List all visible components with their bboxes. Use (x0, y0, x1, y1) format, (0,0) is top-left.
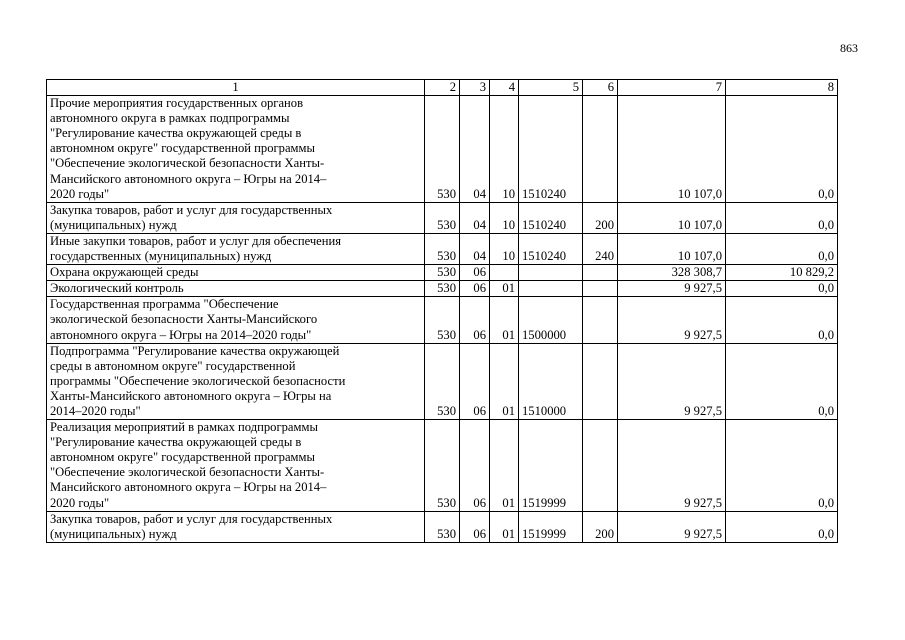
row-name-cell: Реализация мероприятий в рамках подпрограммы "Регулирование качества окружающей среды в автономном округе" государственной программы "Обеспечение экологической безопасности Ханты- Мансийского автономного округа – Югры на 2014– 2020 годы" (47, 420, 425, 512)
table-row (47, 343, 838, 419)
admin-code-cell: 530 (425, 297, 460, 343)
section-cell: 06 (460, 420, 490, 512)
subsection-cell: 01 (490, 420, 519, 512)
table-row (47, 420, 838, 512)
subsection-cell: 01 (490, 343, 519, 419)
amount-subvention-cell: 0,0 (726, 511, 838, 542)
target-article-cell: 1510240 (519, 202, 583, 233)
expense-type-cell (583, 265, 618, 281)
target-article-cell: 1519999 (519, 511, 583, 542)
admin-code-cell: 530 (425, 96, 460, 203)
column-header: 2 (425, 80, 460, 96)
subsection-cell (490, 265, 519, 281)
section-cell: 06 (460, 297, 490, 343)
row-name-cell: Экологический контроль (47, 281, 425, 297)
admin-code-cell: 530 (425, 202, 460, 233)
amount-cell: 10 107,0 (618, 202, 726, 233)
amount-cell: 9 927,5 (618, 511, 726, 542)
amount-cell: 9 927,5 (618, 297, 726, 343)
table-row (47, 202, 838, 233)
target-article-cell (519, 265, 583, 281)
table-row (47, 233, 838, 264)
expense-type-cell: 200 (583, 202, 618, 233)
admin-code-cell: 530 (425, 420, 460, 512)
section-cell: 06 (460, 511, 490, 542)
target-article-cell: 1519999 (519, 420, 583, 512)
section-cell: 04 (460, 96, 490, 203)
amount-cell: 9 927,5 (618, 281, 726, 297)
row-name-cell: Подпрограмма "Регулирование качества окружающей среды в автономном округе" государственной программы "Обеспечение экологической безопасности Ханты-Мансийского автономного округа – Югры на 2014–2020 годы" (47, 343, 425, 419)
target-article-cell: 1510240 (519, 96, 583, 203)
table-row (47, 265, 838, 281)
column-header: 5 (519, 80, 583, 96)
expense-type-cell: 240 (583, 233, 618, 264)
target-article-cell: 1510240 (519, 233, 583, 264)
table-row (47, 96, 838, 203)
subsection-cell: 10 (490, 202, 519, 233)
header-row (47, 80, 838, 96)
amount-subvention-cell: 0,0 (726, 297, 838, 343)
amount-cell: 10 107,0 (618, 96, 726, 203)
row-name-cell: Закупка товаров, работ и услуг для государственных (муниципальных) нужд (47, 202, 425, 233)
amount-cell: 9 927,5 (618, 343, 726, 419)
amount-cell: 9 927,5 (618, 420, 726, 512)
admin-code-cell: 530 (425, 343, 460, 419)
admin-code-cell: 530 (425, 281, 460, 297)
subsection-cell: 01 (490, 511, 519, 542)
column-header: 6 (583, 80, 618, 96)
table-row (47, 281, 838, 297)
page-number: 863 (840, 41, 858, 55)
subsection-cell: 01 (490, 281, 519, 297)
amount-cell: 10 107,0 (618, 233, 726, 264)
section-cell: 06 (460, 343, 490, 419)
amount-subvention-cell: 0,0 (726, 420, 838, 512)
admin-code-cell: 530 (425, 233, 460, 264)
target-article-cell: 1510000 (519, 343, 583, 419)
table-row (47, 511, 838, 542)
table-row (47, 297, 838, 343)
target-article-cell (519, 281, 583, 297)
subsection-cell: 01 (490, 297, 519, 343)
expense-type-cell (583, 343, 618, 419)
amount-subvention-cell: 0,0 (726, 202, 838, 233)
amount-subvention-cell: 0,0 (726, 343, 838, 419)
subsection-cell: 10 (490, 96, 519, 203)
expense-type-cell (583, 420, 618, 512)
amount-subvention-cell: 0,0 (726, 281, 838, 297)
column-header: 7 (618, 80, 726, 96)
expense-type-cell (583, 297, 618, 343)
row-name-cell: Государственная программа "Обеспечение экологической безопасности Ханты-Мансийского автономного округа – Югры на 2014–2020 годы" (47, 297, 425, 343)
amount-cell: 328 308,7 (618, 265, 726, 281)
amount-subvention-cell: 0,0 (726, 96, 838, 203)
subsection-cell: 10 (490, 233, 519, 264)
section-cell: 04 (460, 233, 490, 264)
admin-code-cell: 530 (425, 511, 460, 542)
section-cell: 06 (460, 281, 490, 297)
target-article-cell: 1500000 (519, 297, 583, 343)
expense-type-cell: 200 (583, 511, 618, 542)
row-name-cell: Прочие мероприятия государственных органов автономного округа в рамках подпрограммы "Регулирование качества окружающей среды в автономном округе" государственной программы "Обеспечение экологической безопасности Ханты- Мансийского автономного округа – Югры на 2014– 2020 годы" (47, 96, 425, 203)
expense-type-cell (583, 281, 618, 297)
table-body (47, 96, 838, 543)
column-header: 3 (460, 80, 490, 96)
section-cell: 04 (460, 202, 490, 233)
amount-subvention-cell: 10 829,2 (726, 265, 838, 281)
row-name-cell: Иные закупки товаров, работ и услуг для обеспечения государственных (муниципальных) нужд (47, 233, 425, 264)
section-cell: 06 (460, 265, 490, 281)
amount-subvention-cell: 0,0 (726, 233, 838, 264)
row-name-cell: Закупка товаров, работ и услуг для государственных (муниципальных) нужд (47, 511, 425, 542)
admin-code-cell: 530 (425, 265, 460, 281)
row-name-cell: Охрана окружающей среды (47, 265, 425, 281)
budget-table (46, 79, 838, 543)
expense-type-cell (583, 96, 618, 203)
column-header: 4 (490, 80, 519, 96)
column-header: 1 (47, 80, 425, 96)
column-header: 8 (726, 80, 838, 96)
